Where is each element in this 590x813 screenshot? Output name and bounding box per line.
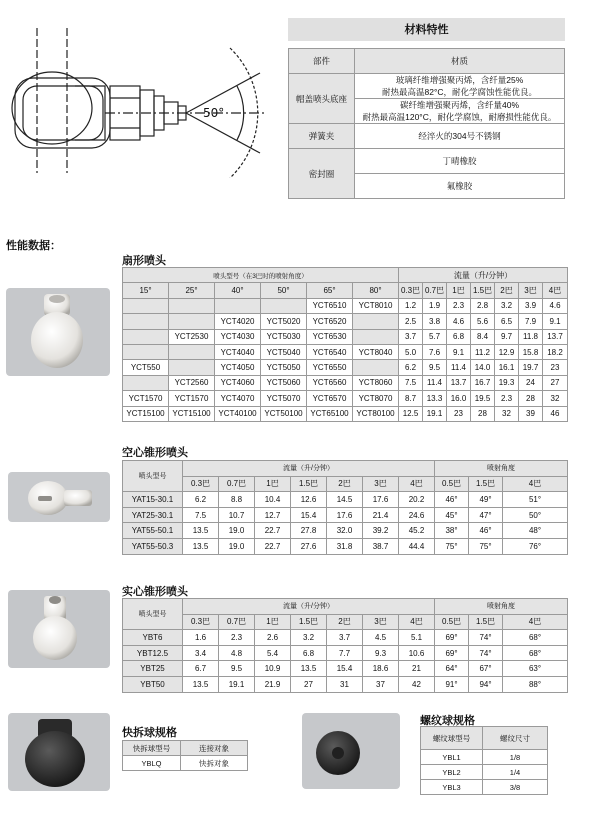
fan-flow-cell: 6.5 xyxy=(495,314,519,329)
fan-model-cell: YCT40100 xyxy=(215,406,261,421)
fan-flow-cell: 5.7 xyxy=(423,329,447,344)
solid-angle-cell: 68° xyxy=(503,630,568,646)
fan-model-cell: YCT6560 xyxy=(307,375,353,390)
hollow-angle-cell: 50° xyxy=(503,507,568,523)
solid-angle-cell: 88° xyxy=(503,676,568,692)
fan-model-cell: YCT4070 xyxy=(215,391,261,406)
threaded-ball-title: 螺纹球规格 xyxy=(420,714,475,727)
fan-flow-header: 流量（升/分钟） xyxy=(399,268,568,283)
hollow-model-cell: YAT15-30.1 xyxy=(123,492,183,508)
material-desc-line: 耐热最高温82°C，耐化学腐蚀性能优良。 xyxy=(382,87,537,97)
solid-flow-cell: 9.3 xyxy=(363,645,399,661)
hollow-pressure-header: 2巴 xyxy=(327,476,363,492)
solid-cone-table xyxy=(122,598,568,693)
fan-model-cell: YCT6570 xyxy=(307,391,353,406)
fan-model-cell: YCT4030 xyxy=(215,329,261,344)
fan-flow-cell: 16.1 xyxy=(495,360,519,375)
quick-model: YBLQ xyxy=(123,756,181,771)
fan-flow-cell: 11.4 xyxy=(423,375,447,390)
fan-model-cell xyxy=(169,298,215,313)
table-row xyxy=(123,344,568,359)
fan-angle-header: 65° xyxy=(307,283,353,298)
material-title: 材料特性 xyxy=(288,18,565,41)
hollow-angle-cell: 76° xyxy=(503,538,568,554)
fan-flow-cell: 19.5 xyxy=(471,391,495,406)
hollow-pressure-header: 1.5巴 xyxy=(291,476,327,492)
material-desc xyxy=(355,74,565,99)
fan-flow-cell: 6.8 xyxy=(447,329,471,344)
solid-flow-cell: 13.5 xyxy=(291,661,327,677)
hollow-flow-cell: 6.2 xyxy=(183,492,219,508)
material-desc xyxy=(355,99,565,124)
thread-size-cell: 1/8 xyxy=(483,750,548,765)
solid-flow-header: 流量（升/分钟） xyxy=(183,599,435,615)
fan-flow-cell: 7.9 xyxy=(519,314,543,329)
solid-angle-cell: 74° xyxy=(469,645,503,661)
hollow-flow-cell: 17.6 xyxy=(327,507,363,523)
solid-flow-cell: 27 xyxy=(291,676,327,692)
solid-flow-cell: 2.6 xyxy=(255,630,291,646)
table-row xyxy=(123,329,568,344)
solid-model-cell: YBT12.5 xyxy=(123,645,183,661)
hollow-cone-title: 空心锥形喷头 xyxy=(122,446,188,459)
material-desc-line: 碳纤维增强聚丙烯，含纤量40% xyxy=(399,100,519,110)
table-row xyxy=(421,750,548,765)
table-row xyxy=(123,298,568,313)
nozzle-diagram xyxy=(5,28,275,178)
hollow-angle-pressure-header: 1.5巴 xyxy=(469,476,503,492)
fan-model-cell xyxy=(353,360,399,375)
fan-model-cell: YCT550 xyxy=(123,360,169,375)
hollow-flow-cell: 19.0 xyxy=(219,538,255,554)
fan-model-cell: YCT1570 xyxy=(123,391,169,406)
fan-flow-cell: 32 xyxy=(543,391,568,406)
solid-angle-cell: 91° xyxy=(435,676,469,692)
hollow-angle-pressure-header: 0.5巴 xyxy=(435,476,469,492)
table-row xyxy=(123,645,568,661)
table-row xyxy=(123,538,568,554)
fan-model-cell: YCT5060 xyxy=(261,375,307,390)
fan-flow-cell: 13.7 xyxy=(447,375,471,390)
solid-angle-pressure-header: 0.5巴 xyxy=(435,614,469,630)
fan-model-cell: YCT80100 xyxy=(353,406,399,421)
solid-angle-cell: 64° xyxy=(435,661,469,677)
fan-flow-cell: 13.7 xyxy=(543,329,568,344)
hollow-flow-cell: 27.6 xyxy=(291,538,327,554)
fan-model-cell xyxy=(169,344,215,359)
hollow-flow-cell: 31.8 xyxy=(327,538,363,554)
solid-angle-cell: 63° xyxy=(503,661,568,677)
solid-flow-cell: 15.4 xyxy=(327,661,363,677)
table-row xyxy=(123,406,568,421)
table-row xyxy=(123,391,568,406)
material-head-part: 部件 xyxy=(289,49,355,74)
fan-flow-cell: 28 xyxy=(519,391,543,406)
fan-model-cell xyxy=(123,329,169,344)
solid-flow-cell: 18.6 xyxy=(363,661,399,677)
fan-model-cell: YCT4050 xyxy=(215,360,261,375)
fan-pressure-header: 1巴 xyxy=(447,283,471,298)
solid-flow-cell: 3.7 xyxy=(327,630,363,646)
fan-flow-cell: 13.3 xyxy=(423,391,447,406)
hollow-flow-cell: 7.5 xyxy=(183,507,219,523)
fan-model-cell: YCT8060 xyxy=(353,375,399,390)
solid-model-header: 喷头型号 xyxy=(123,599,183,630)
fan-flow-cell: 5.0 xyxy=(399,344,423,359)
fan-flow-cell: 23 xyxy=(447,406,471,421)
hollow-angle-cell: 51° xyxy=(503,492,568,508)
fan-flow-cell: 9.1 xyxy=(543,314,568,329)
fan-model-cell: YCT50100 xyxy=(261,406,307,421)
fan-flow-cell: 39 xyxy=(519,406,543,421)
solid-angle-header: 喷射角度 xyxy=(435,599,568,615)
table-row xyxy=(123,661,568,677)
fan-pressure-header: 1.5巴 xyxy=(471,283,495,298)
fan-flow-cell: 14.0 xyxy=(471,360,495,375)
table-row xyxy=(123,314,568,329)
fan-flow-cell: 28 xyxy=(471,406,495,421)
fan-flow-cell: 12.9 xyxy=(495,344,519,359)
hollow-flow-header: 流量（升/分钟） xyxy=(183,461,435,477)
solid-flow-cell: 6.8 xyxy=(291,645,327,661)
fan-model-cell: YCT8040 xyxy=(353,344,399,359)
hollow-flow-cell: 10.4 xyxy=(255,492,291,508)
thread-size-cell: 1/4 xyxy=(483,765,548,780)
hollow-angle-pressure-header: 4巴 xyxy=(503,476,568,492)
hollow-cone-table xyxy=(122,460,568,555)
fan-pressure-header: 0.3巴 xyxy=(399,283,423,298)
solid-flow-cell: 4.5 xyxy=(363,630,399,646)
table-row xyxy=(123,676,568,692)
solid-pressure-header: 1巴 xyxy=(255,614,291,630)
quick-release-ball-photo xyxy=(8,713,110,791)
hollow-flow-cell: 45.2 xyxy=(399,523,435,539)
hollow-pressure-header: 4巴 xyxy=(399,476,435,492)
quick-release-table xyxy=(122,740,248,771)
solid-flow-cell: 42 xyxy=(399,676,435,692)
hollow-flow-cell: 39.2 xyxy=(363,523,399,539)
hollow-flow-cell: 19.0 xyxy=(219,523,255,539)
fan-model-cell: YCT5030 xyxy=(261,329,307,344)
hollow-flow-cell: 17.6 xyxy=(363,492,399,508)
solid-angle-pressure-header: 1.5巴 xyxy=(469,614,503,630)
fan-model-cell: YCT1570 xyxy=(169,391,215,406)
hollow-model-header: 喷头型号 xyxy=(123,461,183,492)
fan-flow-cell: 27 xyxy=(543,375,568,390)
fan-model-cell xyxy=(169,314,215,329)
solid-flow-cell: 10.9 xyxy=(255,661,291,677)
fan-flow-cell: 24 xyxy=(519,375,543,390)
table-row xyxy=(421,765,548,780)
hollow-flow-cell: 32.0 xyxy=(327,523,363,539)
solid-flow-cell: 2.3 xyxy=(219,630,255,646)
fan-model-cell xyxy=(353,314,399,329)
quick-connect: 快拆对象 xyxy=(181,756,248,771)
hollow-angle-cell: 46° xyxy=(435,492,469,508)
solid-angle-cell: 67° xyxy=(469,661,503,677)
solid-angle-cell: 68° xyxy=(503,645,568,661)
hollow-angle-cell: 75° xyxy=(435,538,469,554)
table-row xyxy=(123,630,568,646)
thread-head-size: 螺纹尺寸 xyxy=(483,727,548,750)
fan-model-cell: YCT5070 xyxy=(261,391,307,406)
fan-flow-cell: 18.2 xyxy=(543,344,568,359)
fan-pressure-header: 2巴 xyxy=(495,283,519,298)
fan-flow-cell: 19.7 xyxy=(519,360,543,375)
hollow-flow-cell: 22.7 xyxy=(255,538,291,554)
quick-head-model: 快拆球型号 xyxy=(123,741,181,756)
hollow-pressure-header: 1巴 xyxy=(255,476,291,492)
hollow-flow-cell: 22.7 xyxy=(255,523,291,539)
hollow-model-cell: YAT55-50.1 xyxy=(123,523,183,539)
hollow-flow-cell: 14.5 xyxy=(327,492,363,508)
hollow-flow-cell: 44.4 xyxy=(399,538,435,554)
solid-angle-cell: 69° xyxy=(435,645,469,661)
material-part: 密封圈 xyxy=(289,149,355,199)
fan-flow-cell: 16.0 xyxy=(447,391,471,406)
hollow-pressure-header: 3巴 xyxy=(363,476,399,492)
hollow-model-cell: YAT55-50.3 xyxy=(123,538,183,554)
fan-flow-cell: 6.2 xyxy=(399,360,423,375)
solid-flow-cell: 21 xyxy=(399,661,435,677)
table-row xyxy=(123,360,568,375)
fan-flow-cell: 19.3 xyxy=(495,375,519,390)
hollow-pressure-header: 0.3巴 xyxy=(183,476,219,492)
hollow-angle-cell: 75° xyxy=(469,538,503,554)
material-desc-line: 耐热最高温120°C，耐化学腐蚀，耐磨损性能优良。 xyxy=(362,112,557,122)
fan-flow-cell: 9.5 xyxy=(423,360,447,375)
fan-model-cell: YCT8010 xyxy=(353,298,399,313)
solid-pressure-header: 2巴 xyxy=(327,614,363,630)
fan-pressure-header: 4巴 xyxy=(543,283,568,298)
fan-model-cell: YCT4020 xyxy=(215,314,261,329)
hollow-angle-cell: 47° xyxy=(469,507,503,523)
solid-angle-pressure-header: 4巴 xyxy=(503,614,568,630)
hollow-flow-cell: 13.5 xyxy=(183,538,219,554)
threaded-ball-table xyxy=(420,726,548,795)
thread-head-model: 螺纹球型号 xyxy=(421,727,483,750)
material-desc-line: 玻璃纤维增强聚丙烯，含纤量25% xyxy=(395,75,524,85)
solid-flow-cell: 13.5 xyxy=(183,676,219,692)
hollow-cone-photo xyxy=(8,472,110,522)
spray-angle-label: 50° xyxy=(203,106,225,120)
fan-model-cell: YCT6520 xyxy=(307,314,353,329)
hollow-flow-cell: 10.7 xyxy=(219,507,255,523)
fan-flow-cell: 3.7 xyxy=(399,329,423,344)
table-row xyxy=(123,492,568,508)
solid-model-cell: YBT25 xyxy=(123,661,183,677)
solid-flow-cell: 10.6 xyxy=(399,645,435,661)
table-row xyxy=(123,375,568,390)
thread-model-cell: YBL1 xyxy=(421,750,483,765)
solid-cone-photo xyxy=(8,590,110,668)
fan-angle-header: 25° xyxy=(169,283,215,298)
hollow-flow-cell: 27.8 xyxy=(291,523,327,539)
material-part: 弹簧夹 xyxy=(289,124,355,149)
fan-model-cell: YCT15100 xyxy=(169,406,215,421)
quick-head-connect: 连接对象 xyxy=(181,741,248,756)
fan-flow-cell: 8.4 xyxy=(471,329,495,344)
solid-flow-cell: 7.7 xyxy=(327,645,363,661)
fan-flow-cell: 3.2 xyxy=(495,298,519,313)
fan-flow-cell: 7.6 xyxy=(423,344,447,359)
fan-model-cell: YCT8070 xyxy=(353,391,399,406)
fan-model-cell xyxy=(123,375,169,390)
fan-flow-cell: 4.6 xyxy=(543,298,568,313)
fan-model-cell: YCT6510 xyxy=(307,298,353,313)
fan-model-cell xyxy=(353,329,399,344)
solid-flow-cell: 19.1 xyxy=(219,676,255,692)
material-part: 帽盖喷头底座 xyxy=(289,74,355,124)
fan-flow-cell: 9.7 xyxy=(495,329,519,344)
fan-pressure-header: 0.7巴 xyxy=(423,283,447,298)
solid-pressure-header: 4巴 xyxy=(399,614,435,630)
fan-flow-cell: 2.5 xyxy=(399,314,423,329)
fan-flow-cell: 9.1 xyxy=(447,344,471,359)
solid-flow-cell: 37 xyxy=(363,676,399,692)
solid-flow-cell: 5.1 xyxy=(399,630,435,646)
material-head-material: 材质 xyxy=(355,49,565,74)
fan-model-cell xyxy=(123,344,169,359)
hollow-flow-cell: 21.4 xyxy=(363,507,399,523)
fan-nozzle-title: 扇形喷头 xyxy=(122,254,166,267)
solid-flow-cell: 3.4 xyxy=(183,645,219,661)
thread-size-cell: 3/8 xyxy=(483,780,548,795)
fan-model-cell xyxy=(261,298,307,313)
fan-flow-cell: 12.5 xyxy=(399,406,423,421)
solid-flow-cell: 5.4 xyxy=(255,645,291,661)
fan-model-cell: YCT4060 xyxy=(215,375,261,390)
solid-model-cell: YBT6 xyxy=(123,630,183,646)
fan-model-cell xyxy=(215,298,261,313)
fan-model-cell: YCT15100 xyxy=(123,406,169,421)
hollow-pressure-header: 0.7巴 xyxy=(219,476,255,492)
hollow-flow-cell: 15.4 xyxy=(291,507,327,523)
quick-release-title: 快拆球规格 xyxy=(122,726,177,739)
solid-flow-cell: 31 xyxy=(327,676,363,692)
solid-pressure-header: 0.3巴 xyxy=(183,614,219,630)
fan-flow-cell: 2.3 xyxy=(495,391,519,406)
fan-angle-header: 40° xyxy=(215,283,261,298)
fan-model-cell: YCT6550 xyxy=(307,360,353,375)
solid-pressure-header: 3巴 xyxy=(363,614,399,630)
fan-pressure-header: 3巴 xyxy=(519,283,543,298)
solid-flow-cell: 1.6 xyxy=(183,630,219,646)
solid-pressure-header: 0.7巴 xyxy=(219,614,255,630)
fan-flow-cell: 1.2 xyxy=(399,298,423,313)
hollow-flow-cell: 12.6 xyxy=(291,492,327,508)
fan-flow-cell: 11.2 xyxy=(471,344,495,359)
fan-model-cell: YCT6540 xyxy=(307,344,353,359)
thread-model-cell: YBL3 xyxy=(421,780,483,795)
fan-model-cell xyxy=(169,360,215,375)
fan-flow-cell: 1.9 xyxy=(423,298,447,313)
solid-angle-cell: 74° xyxy=(469,630,503,646)
solid-angle-cell: 69° xyxy=(435,630,469,646)
hollow-flow-cell: 8.8 xyxy=(219,492,255,508)
fan-flow-cell: 16.7 xyxy=(471,375,495,390)
fan-flow-cell: 23 xyxy=(543,360,568,375)
material-desc: 经淬火的304号不锈钢 xyxy=(355,124,565,149)
fan-model-cell: YCT5040 xyxy=(261,344,307,359)
fan-model-cell: YCT2560 xyxy=(169,375,215,390)
table-row xyxy=(123,507,568,523)
threaded-ball-photo xyxy=(302,713,400,789)
fan-model-cell xyxy=(123,298,169,313)
material-table xyxy=(288,48,565,199)
fan-model-cell: YCT6530 xyxy=(307,329,353,344)
fan-flow-cell: 11.8 xyxy=(519,329,543,344)
solid-flow-cell: 21.9 xyxy=(255,676,291,692)
hollow-flow-cell: 12.7 xyxy=(255,507,291,523)
fan-flow-cell: 19.1 xyxy=(423,406,447,421)
fan-angle-header: 50° xyxy=(261,283,307,298)
fan-flow-cell: 5.6 xyxy=(471,314,495,329)
hollow-flow-cell: 24.6 xyxy=(399,507,435,523)
table-row xyxy=(123,523,568,539)
fan-flow-cell: 8.7 xyxy=(399,391,423,406)
hollow-angle-cell: 45° xyxy=(435,507,469,523)
fan-flow-cell: 46 xyxy=(543,406,568,421)
hollow-flow-cell: 20.2 xyxy=(399,492,435,508)
fan-model-cell: YCT5050 xyxy=(261,360,307,375)
material-desc: 丁晴橡胶 xyxy=(355,149,565,174)
solid-flow-cell: 4.8 xyxy=(219,645,255,661)
hollow-angle-cell: 48° xyxy=(503,523,568,539)
fan-model-cell: YCT65100 xyxy=(307,406,353,421)
fan-model-cell: YCT5020 xyxy=(261,314,307,329)
table-row xyxy=(421,780,548,795)
fan-flow-cell: 32 xyxy=(495,406,519,421)
solid-flow-cell: 9.5 xyxy=(219,661,255,677)
fan-flow-cell: 2.3 xyxy=(447,298,471,313)
performance-label: 性能数据： xyxy=(6,239,61,252)
hollow-angle-cell: 46° xyxy=(469,523,503,539)
fan-flow-cell: 11.4 xyxy=(447,360,471,375)
fan-flow-cell: 2.8 xyxy=(471,298,495,313)
fan-flow-cell: 3.8 xyxy=(423,314,447,329)
hollow-angle-cell: 49° xyxy=(469,492,503,508)
hollow-flow-cell: 13.5 xyxy=(183,523,219,539)
hollow-angle-cell: 38° xyxy=(435,523,469,539)
hollow-flow-cell: 38.7 xyxy=(363,538,399,554)
solid-pressure-header: 1.5巴 xyxy=(291,614,327,630)
solid-flow-cell: 6.7 xyxy=(183,661,219,677)
fan-model-cell xyxy=(123,314,169,329)
fan-angle-header: 80° xyxy=(353,283,399,298)
solid-angle-cell: 94° xyxy=(469,676,503,692)
fan-angle-header: 15° xyxy=(123,283,169,298)
fan-flow-cell: 15.8 xyxy=(519,344,543,359)
fan-model-header: 喷头型号（在3巴时的喷射角度） xyxy=(123,268,399,283)
material-desc: 氟橡胶 xyxy=(355,174,565,199)
hollow-angle-header: 喷射角度 xyxy=(435,461,568,477)
hollow-model-cell: YAT25-30.1 xyxy=(123,507,183,523)
fan-nozzle-photo xyxy=(6,288,110,376)
fan-nozzle-table xyxy=(122,267,568,422)
solid-cone-title: 实心锥形喷头 xyxy=(122,585,188,598)
solid-flow-cell: 3.2 xyxy=(291,630,327,646)
fan-model-cell: YCT4040 xyxy=(215,344,261,359)
fan-flow-cell: 4.6 xyxy=(447,314,471,329)
fan-model-cell: YCT2530 xyxy=(169,329,215,344)
fan-flow-cell: 7.5 xyxy=(399,375,423,390)
solid-model-cell: YBT50 xyxy=(123,676,183,692)
thread-model-cell: YBL2 xyxy=(421,765,483,780)
fan-flow-cell: 3.9 xyxy=(519,298,543,313)
